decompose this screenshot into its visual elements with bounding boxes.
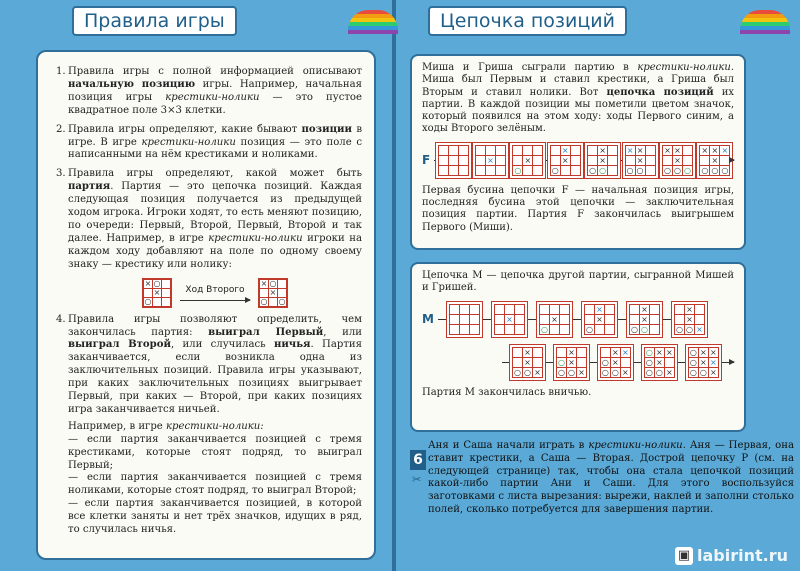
scissors-icon: ✂ (412, 473, 422, 486)
rule-item: 1. Правила игры с полной информацией описывают начальную позицию игры. Например, начальная позиция игры крестики-нолики — это пустое квадратное поле 3×3 клетки. (56, 66, 362, 116)
rule-item: 3. Правила игры определяют, какой может быть партия. Партия — это цепочка позиций. Каждая следующая позиция получается из предыдущей ходом игрока. Игроки ходят, то есть меняют позицию, по очереди: Первый, Второй, Первый, Второй и так далее. Например, в игре крестики-нолики игроки на каждом ходу добавляют на поле по одному своему знаку — крестику или нолику: × ○ × ○ Ход Второго × ○ × ○ ○ (56, 168, 362, 306)
rainbow-icon (348, 10, 398, 38)
position-bead: × × ○ ○ × (671, 301, 708, 338)
position-bead: × × ○ ○ × (509, 344, 546, 381)
right-page-title: Цепочка позиций (428, 6, 627, 36)
tic-tac-toe-board: × ○ × ○ (142, 278, 172, 308)
rule-item: 2. Правила игры определяют, какие бывают позиции в игре. В игре крестики-нолики позиция — это поле с написанными на нём крестиками и ноликами. (56, 123, 363, 161)
position-bead: × ○ × ○ ○ × (553, 344, 590, 381)
example-line: — если партия заканчивается позицией с тремя ноликами, которые стоят подряд, то выиграл Второй; (68, 472, 362, 497)
chain-m-continued (502, 344, 734, 381)
rules-panel (36, 50, 376, 560)
task-number-badge: 6 (410, 450, 426, 470)
position-bead: × × ○ × ○ ○ × (597, 344, 634, 381)
position-bead: × (472, 142, 509, 179)
position-bead: ○ × × ○ × ○ ○ × (641, 344, 678, 381)
labirint-logo-icon: ▣ (675, 547, 693, 565)
chain-f (422, 142, 734, 179)
position-bead: × ○ (536, 301, 573, 338)
rainbow-icon (740, 10, 790, 38)
chain-m-label: М (422, 311, 434, 326)
chain-m-panel (410, 262, 746, 432)
chain-f-label: F (422, 153, 431, 168)
move-arrow (180, 284, 250, 301)
chain-m-description: Партия М закончилась вничью. (422, 386, 592, 398)
example-line: — если партия заканчивается позицией, в которой все клетки заняты и нет трёх значков, идущих в ряд, то случилась ничья. (68, 498, 362, 536)
position-bead: ○ × × ○ × × ○ ○ × (685, 344, 722, 381)
task-6: 6 ✂ Аня и Саша начали играть в крестики-нолики. Аня — Первая, она ставит крестики, а Саша — Вторая. Дострой цепочку Р (см. на следующей странице) так, чтобы она стала цепочкой позиций какой-либо партии Ани и Саши. Для этого воспользуйся заготовками с листа вырезания: вырежи, наклей и заполни столько полей, сколько потребуется для завершения партии. (412, 440, 794, 515)
left-page-title: Правила игры (72, 6, 237, 36)
examples: Например, в игре крестики-нолики: — если партия заканчивается позицией с тремя крестиками, которые стоят подряд, то выиграл Первый; — если партия заканчивается позицией с тремя ноликами, которые стоят подряд, то выиграл Второй; — если партия заканчивается позицией, в которой все клетки заняты и нет трёх значков, идущих в ряд, то случилась ничья. (68, 420, 362, 536)
position-bead (446, 301, 483, 338)
position-bead: × × × ○ ○ (622, 142, 659, 179)
tic-tac-toe-board: × ○ × ○ ○ (258, 278, 288, 308)
position-bead: × ○ (509, 142, 546, 179)
position-bead: × × ○ ○ (584, 142, 621, 179)
move-example (68, 278, 362, 308)
position-bead: × × ○ (581, 301, 618, 338)
example-line: — если партия заканчивается позицией с тремя крестиками, которые стоят подряд, то выиграл Первый; (68, 433, 362, 471)
rule-item: 4. Правила игры позволяют определить, чем закончилась партия: выиграл Первый, или выиграл Второй, или случилась ничья. Партия заканчивается, если возникла одна из заключительных позиций. Правила игры указывают, при каких заключительных позициях выигрывает Первый, при каких — Второй, при каких позициях игра заканчивается ничьей. Например, в игре крестики-нолики: — если партия заканчивается позицией с тремя крестиками, которые стоят подряд, то выиграл Первый; — если партия заканчивается позицией с тремя ноликами, которые стоят подряд, то выиграл Второй; — если партия заканчивается позицией, в которой все клетки заняты и нет трёх значков, идущих в ряд, то случилась ничья. (56, 313, 362, 536)
position-bead: × × × × ○ ○ ○ (696, 142, 733, 179)
position-bead (435, 142, 472, 179)
position-bead: × × ○ (547, 142, 584, 179)
position-bead: × × ○ ○ (626, 301, 663, 338)
chain-m-intro: Цепочка М — цепочка другой партии, сыгранной Мишей и Гришей. (422, 270, 734, 294)
chain-f-description: Первая бусина цепочки F — начальная позиция игры, последняя бусина этой цепочки — заключительная позиция партии. Партия F закончилась выигрышем Первого (Миши). (422, 184, 734, 233)
watermark: ▣ labirint.ru (675, 546, 788, 566)
chain-m (422, 301, 734, 338)
move-label: Ход Второго (185, 285, 245, 296)
chain-f-panel: Миша и Гриша сыграли партию в крестики-нолики. Миша был Первым и ставил крестики, а Гриша был Вторым и ставил нолики. Вот цепочка позиций их партии. В каждой позиции мы пометили цветом значок, который появился на этом ходу: ходы Первого синим, а ходы Второго зелёным. F × × ○ × × ○ × × ○ ○ × × × ○ ○ × × × ○ ○ ○ × × × × ○ ○ ○ Первая бусина цепочки F — начальная позиция игры, последняя бусина этой цепочки — заключительная позиция партии. Партия F закончилась выигрышем Первого (Миши). (410, 54, 746, 250)
position-bead: × (491, 301, 528, 338)
position-bead: × × × ○ ○ ○ (659, 142, 696, 179)
